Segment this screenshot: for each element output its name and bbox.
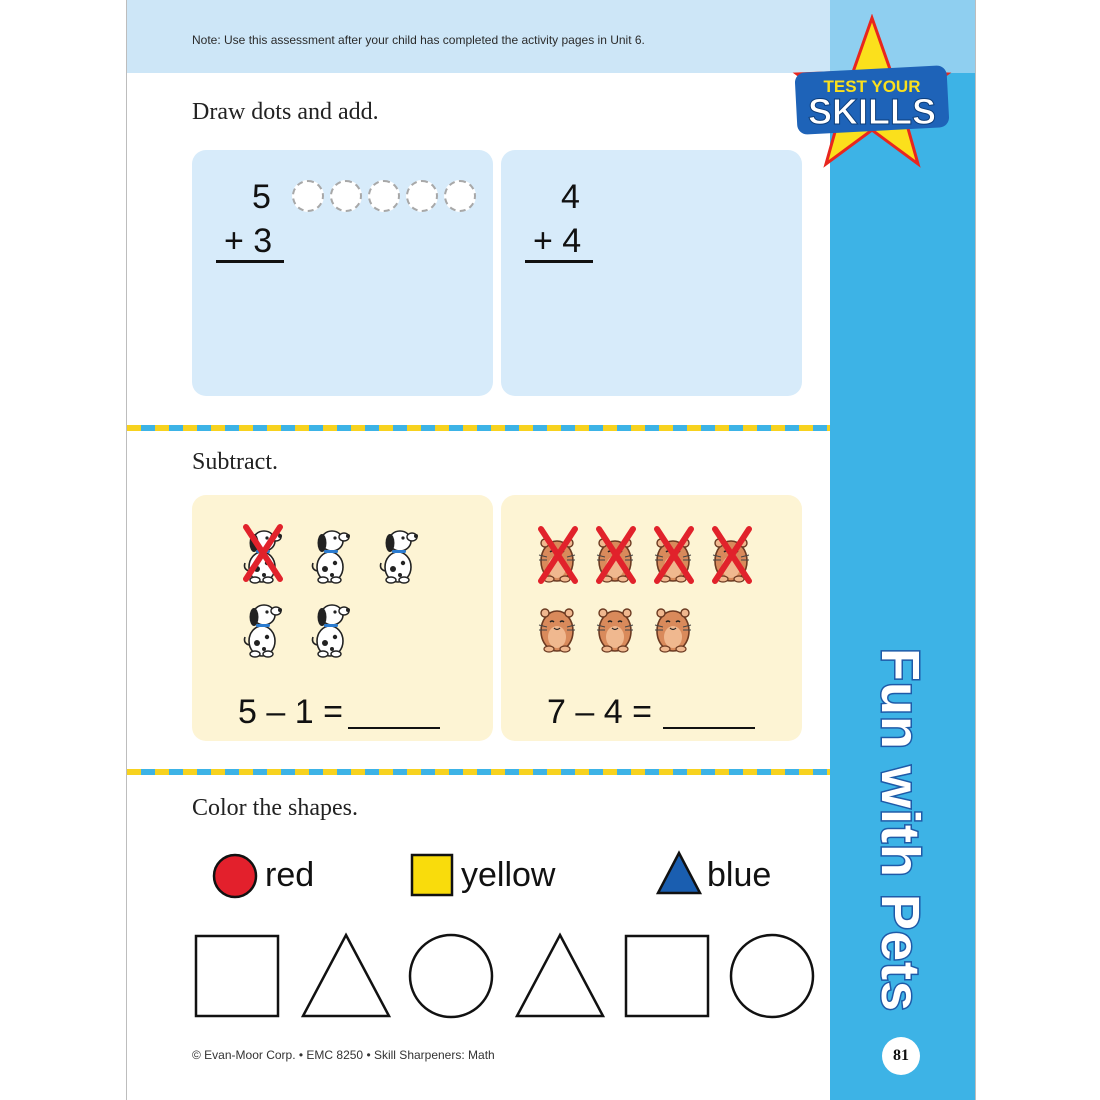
dog-picture [242,521,442,671]
red-circle-icon [211,852,259,900]
badge-line2: SKILLS [807,91,937,132]
add-heading: Draw dots and add. [192,99,379,125]
shapes-row [192,930,822,1020]
subtract-equation-2: 7 – 4 = [547,693,652,731]
subtract-problem-2 [501,495,802,741]
dot-circle[interactable] [406,180,438,212]
dot-circle[interactable] [368,180,400,212]
addend-top: 4 [561,178,580,216]
dog-icon [381,531,419,583]
section-divider [127,769,830,775]
page-number: 81 [882,1037,920,1075]
test-your-skills-badge [787,14,957,169]
badge-line1: TEST YOUR [823,77,921,96]
copyright-footer: © Evan-Moor Corp. • EMC 8250 • Skill Sharpeners: Math [192,1048,495,1062]
side-title: Fun with Pets [870,648,930,1012]
shape-circle[interactable] [731,935,813,1017]
subtract-equation-1: 5 – 1 = [238,693,343,731]
hamster-icon [597,529,633,582]
legend-blue-label: blue [707,856,772,894]
hamster-icon [539,529,575,582]
hamster-icon [713,529,749,582]
add-problem-1 [192,150,493,396]
subtract-problem-1 [192,495,493,741]
shape-circle[interactable] [410,935,492,1017]
assessment-note: Note: Use this assessment after your child has completed the activity pages in Unit 6. [192,33,645,47]
shape-triangle[interactable] [303,935,389,1016]
dog-icon [313,531,351,583]
blue-triangle-icon [655,850,703,896]
dog-icon [245,527,283,583]
hamster-icon [597,609,633,652]
dot-circle[interactable] [444,180,476,212]
hamster-icon [539,609,575,652]
dog-icon [313,605,351,657]
yellow-square-icon [410,853,454,897]
shape-square[interactable] [626,936,708,1016]
answer-blank[interactable] [348,727,440,729]
shape-square[interactable] [196,936,278,1016]
addend-top: 5 [252,178,271,216]
dot-circle[interactable] [330,180,362,212]
dog-icon [245,605,283,657]
sum-line [525,260,593,263]
hamster-picture [537,525,777,665]
legend-red-label: red [265,856,315,894]
shape-triangle[interactable] [517,935,603,1016]
worksheet-page [126,0,976,1100]
hamster-icon [655,609,691,652]
legend-yellow-label: yellow [461,856,556,894]
hamster-icon [655,529,691,582]
addend-bottom: + 4 [533,222,582,260]
dot-circle[interactable] [292,180,324,212]
addend-bottom: + 3 [224,222,273,260]
answer-blank[interactable] [663,727,755,729]
subtract-heading: Subtract. [192,449,278,475]
add-problem-2 [501,150,802,396]
section-divider [127,425,830,431]
color-heading: Color the shapes. [192,795,358,821]
sum-line [216,260,284,263]
